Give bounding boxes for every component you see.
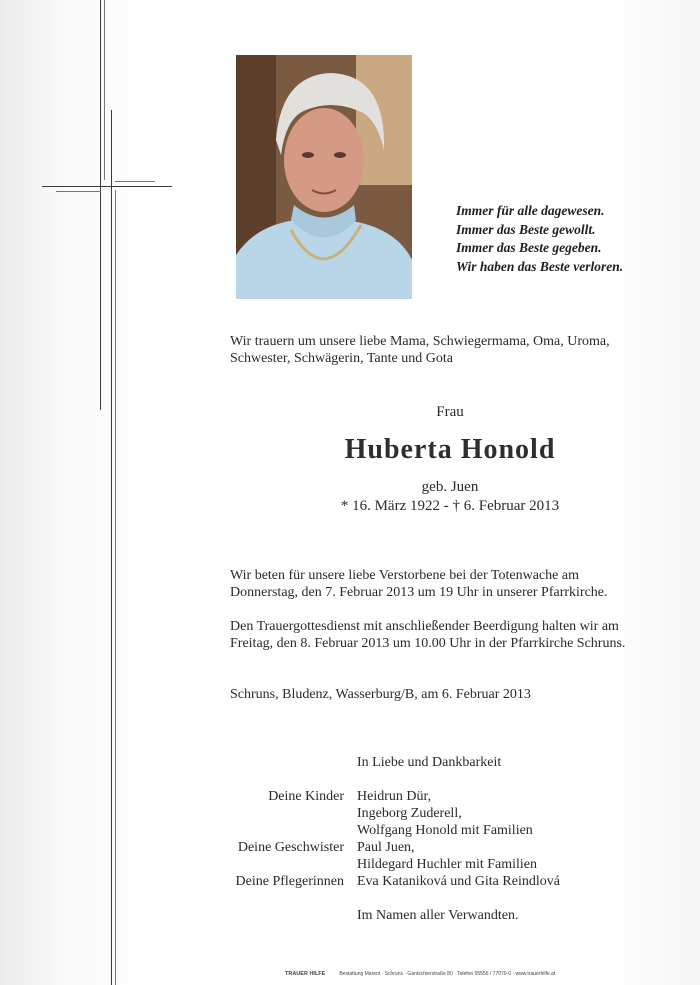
mourner-name: Wolfgang Honold mit Familien [357, 823, 533, 838]
deceased-name: Huberta Honold [344, 434, 556, 465]
relatives-text: Im Namen aller Verwandten. [357, 908, 519, 923]
intro-line: Schwester, Schwägerin, Tante und Gota [230, 351, 453, 366]
mourner-label: Deine Geschwister [237, 840, 344, 855]
funeral-line: Den Trauergottesdienst mit anschließender Beerdigung halten wir am [230, 619, 619, 634]
mourner-name: Heidrun Dür, [357, 789, 432, 804]
motto-quote [456, 202, 696, 276]
footer-text: Bestattung Marent · Schruns · Gantschierstraße 80 · Telefon 05556 / 77070-0 · www.trauerhilfe.at [339, 971, 556, 977]
motto-line: Immer das Beste gegeben. [456, 240, 602, 255]
mourner-name: Eva Kataniková und Gita Reindlová [357, 874, 560, 889]
mourner-name: Ingeborg Zuderell, [357, 806, 462, 821]
wake-line: Wir beten für unsere liebe Verstorbene bei der Totenwache am [230, 568, 579, 583]
portrait-photo [236, 55, 412, 299]
mourner-label: Deine Kinder [268, 789, 344, 804]
place-date: Schruns, Bludenz, Wasserburg/B, am 6. Februar 2013 [230, 687, 531, 702]
motto-line: Immer das Beste gewollt. [456, 221, 596, 237]
mourner-name: Paul Juen, [357, 840, 415, 855]
footer-imprint [285, 971, 555, 977]
motto-line: Wir haben das Beste verloren. [456, 258, 624, 274]
intro-line: Wir trauern um unsere liebe Mama, Schwiegermama, Oma, Uroma, [230, 334, 610, 349]
funeral-line: Freitag, den 8. Februar 2013 um 10.00 Uhr in der Pfarrkirche Schruns. [230, 636, 626, 651]
salutation: Frau [436, 404, 464, 420]
life-dates: * 16. März 1922 - † 6. Februar 2013 [340, 498, 560, 514]
closing-text: In Liebe und Dankbarkeit [357, 755, 502, 770]
birth-name: geb. Juen [421, 479, 479, 495]
mourner-name: Hildegard Huchler mit Familien [357, 857, 538, 872]
wake-line: Donnerstag, den 7. Februar 2013 um 19 Uhr in unserer Pfarrkirche. [230, 585, 608, 600]
footer-brand: TRAUER HILFE [285, 971, 326, 977]
mourner-label: Deine Pflegerinnen [235, 874, 344, 889]
motto-line: Immer für alle dagewesen. [456, 203, 605, 218]
